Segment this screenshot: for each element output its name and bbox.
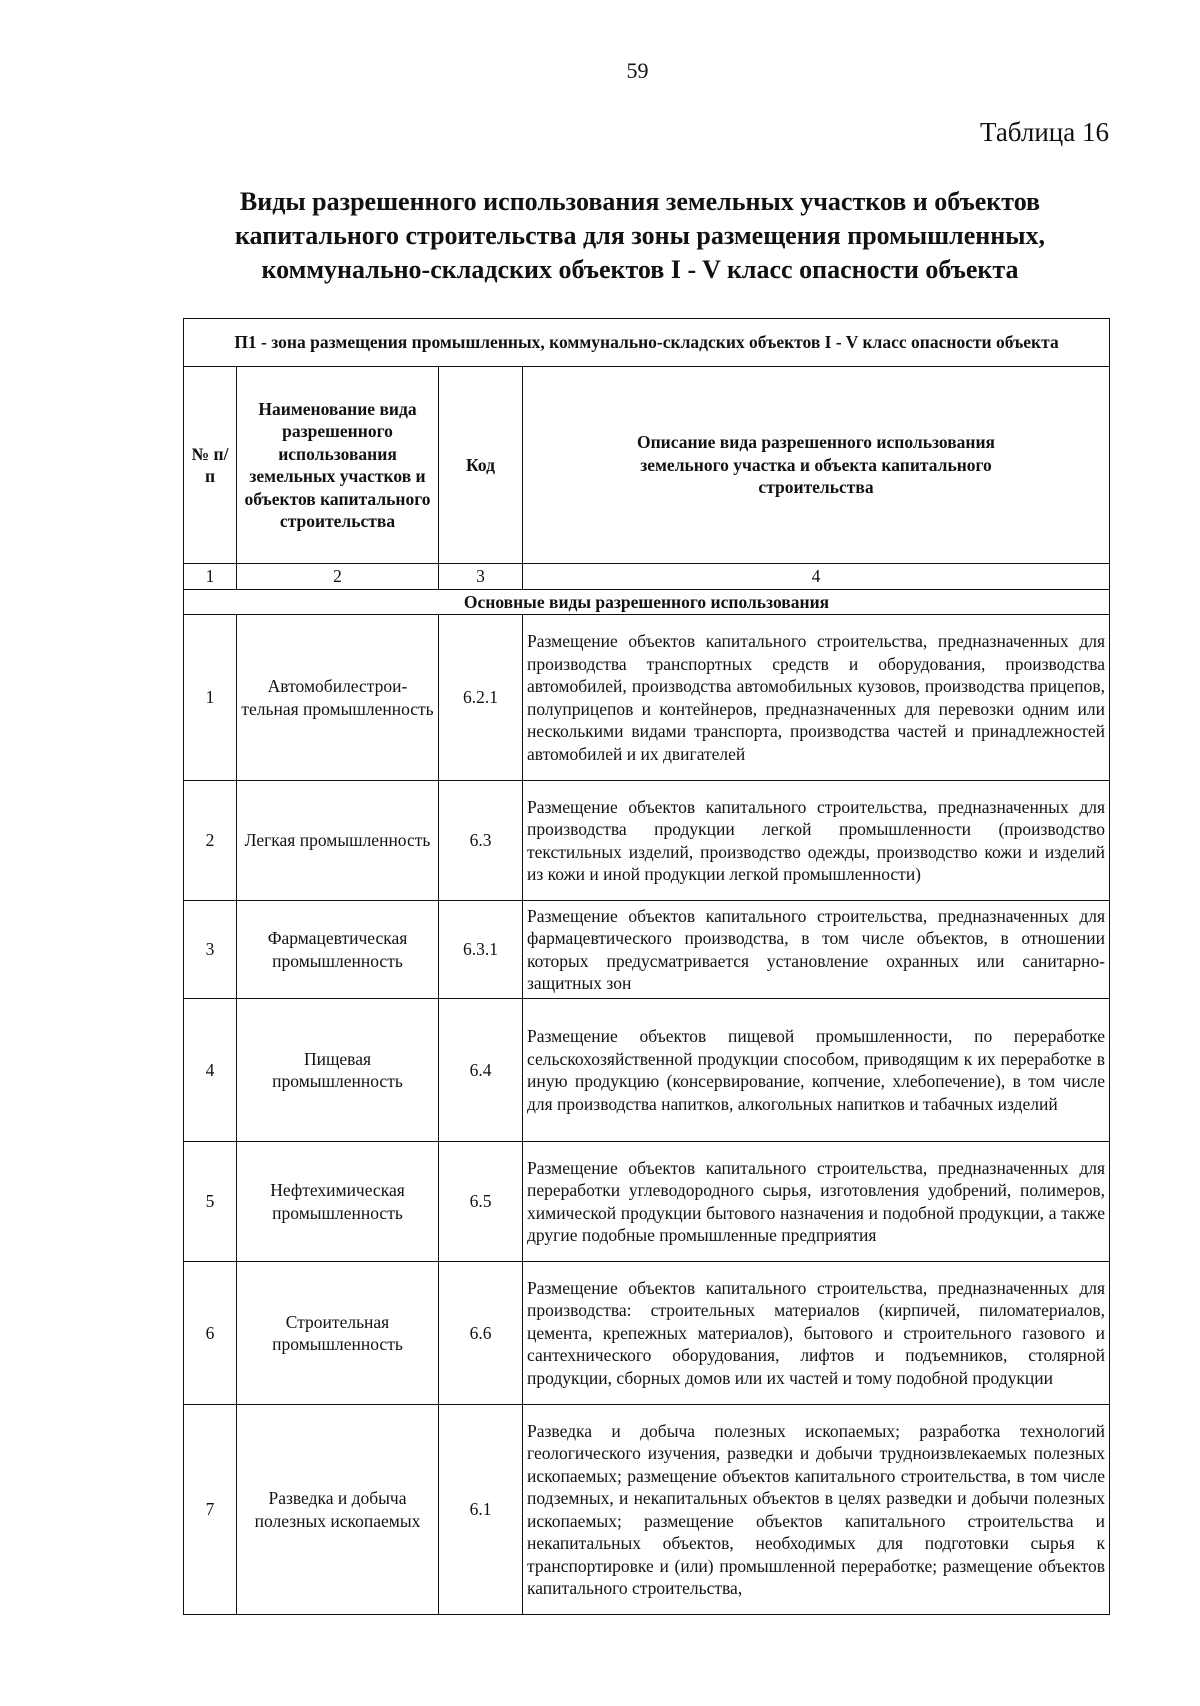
use-description: Размещение объектов капитального строительства, предназначенных для фармацевтического производства, в том числе объектов, в отношении которых предусматривается установление охранных или санитарно-защитных зон — [523, 901, 1110, 999]
use-name: Автомобилестрои-тельная промышленность — [237, 615, 439, 781]
row-number: 5 — [184, 1142, 237, 1262]
use-code: 6.1 — [439, 1405, 523, 1615]
column-number-4: 4 — [523, 564, 1110, 590]
header-num: № п/п — [184, 367, 237, 564]
use-name: Разведка и добыча полезных ископаемых — [237, 1405, 439, 1615]
use-name: Нефтехимическая промышленность — [237, 1142, 439, 1262]
zoning-table — [183, 318, 1110, 1615]
use-code: 6.6 — [439, 1262, 523, 1405]
header-description: Описание вида разрешенного использования земельного участка и объекта капитального строительства — [523, 367, 1110, 564]
use-code: 6.4 — [439, 999, 523, 1142]
use-description: Размещение объектов капитального строительства, предназначенных для производства: строительных материалов (кирпичей, пиломатериалов, цемента, крепежных материалов), бытового и строительного газового и сантехнического оборудования, лифтов и подъемников, столярной продукции, сборных домов или их частей и тому подобной продукции — [523, 1262, 1110, 1405]
use-name: Фармацевтическая промышленность — [237, 901, 439, 999]
title-line-1: Виды разрешенного использования земельных участков и объектов — [239, 187, 1041, 216]
header-code: Код — [439, 367, 523, 564]
section-header: Основные виды разрешенного использования — [184, 589, 1110, 615]
row-number: 4 — [184, 999, 237, 1142]
header-name: Наименование вида разрешенного использования земельных участков и объектов капитального строительства — [237, 367, 439, 564]
column-number-3: 3 — [439, 564, 523, 590]
page-number: 59 — [626, 58, 649, 83]
table-row — [184, 615, 1110, 781]
use-description: Размещение объектов капитального строительства, предназначенных для производства транспортных средств и оборудования, производства автомобилей, производства автомобильных кузовов, производства прицепов, полуприцепов и контейнеров, предназначенных для перевозки одним или несколькими видами транспорта, производства частей и принадлежностей автомобилей и их двигателей — [523, 615, 1110, 781]
zone-header: П1 - зона размещения промышленных, коммунально-складских объектов I - V класс опасности объекта — [184, 319, 1110, 367]
column-number-1: 1 — [184, 564, 237, 590]
document-title — [140, 185, 1140, 287]
use-code: 6.2.1 — [439, 615, 523, 781]
row-number: 6 — [184, 1262, 237, 1405]
title-line-3: коммунально-складских объектов I - V класс опасности объекта — [261, 255, 1019, 284]
row-number: 1 — [184, 615, 237, 781]
table-row — [184, 901, 1110, 999]
table-row — [184, 999, 1110, 1142]
column-number-2: 2 — [237, 564, 439, 590]
use-code: 6.3 — [439, 781, 523, 901]
use-name: Пищевая промышленность — [237, 999, 439, 1142]
use-name: Строительная промышленность — [237, 1262, 439, 1405]
title-line-2: капитального строительства для зоны размещения промышленных, — [234, 221, 1046, 250]
table-row — [184, 1262, 1110, 1405]
use-name: Легкая промышленность — [237, 781, 439, 901]
row-number: 7 — [184, 1405, 237, 1615]
table-row — [184, 1405, 1110, 1615]
use-description: Разведка и добыча полезных ископаемых; разработка технологий геологического изучения, разведки и добычи трудноизвлекаемых полезных ископаемых; размещение объектов капитального строительства, в том числе подземных, и некапитальных объектов в целях разведки и добычи полезных ископаемых; размещение объектов капитального строительства и некапитальных объектов, необходимых для подготовки сырья к транспортировке и (или) промышленной переработке; размещение объектов капитального строительства, — [523, 1405, 1110, 1615]
table-row — [184, 781, 1110, 901]
use-code: 6.3.1 — [439, 901, 523, 999]
use-description: Размещение объектов пищевой промышленности, по переработке сельскохозяйственной продукции способом, приводящим к их переработке в иную продукцию (консервирование, копчение, хлебопечение), в том числе для производства напитков, алкогольных напитков и табачных изделий — [523, 999, 1110, 1142]
use-description: Размещение объектов капитального строительства, предназначенных для производства продукции легкой промышленности (производство текстильных изделий, производство одежды, производство кожи и изделий из кожи и иной продукции легкой промышленности) — [523, 781, 1110, 901]
row-number: 3 — [184, 901, 237, 999]
table-row — [184, 1142, 1110, 1262]
row-number: 2 — [184, 781, 237, 901]
use-code: 6.5 — [439, 1142, 523, 1262]
use-description: Размещение объектов капитального строительства, предназначенных для переработки углеводородного сырья, изготовления удобрений, полимеров, химической продукции бытового назначения и подобной продукции, а также другие подобные промышленные предприятия — [523, 1142, 1110, 1262]
table-label: Таблица 16 — [980, 117, 1109, 147]
